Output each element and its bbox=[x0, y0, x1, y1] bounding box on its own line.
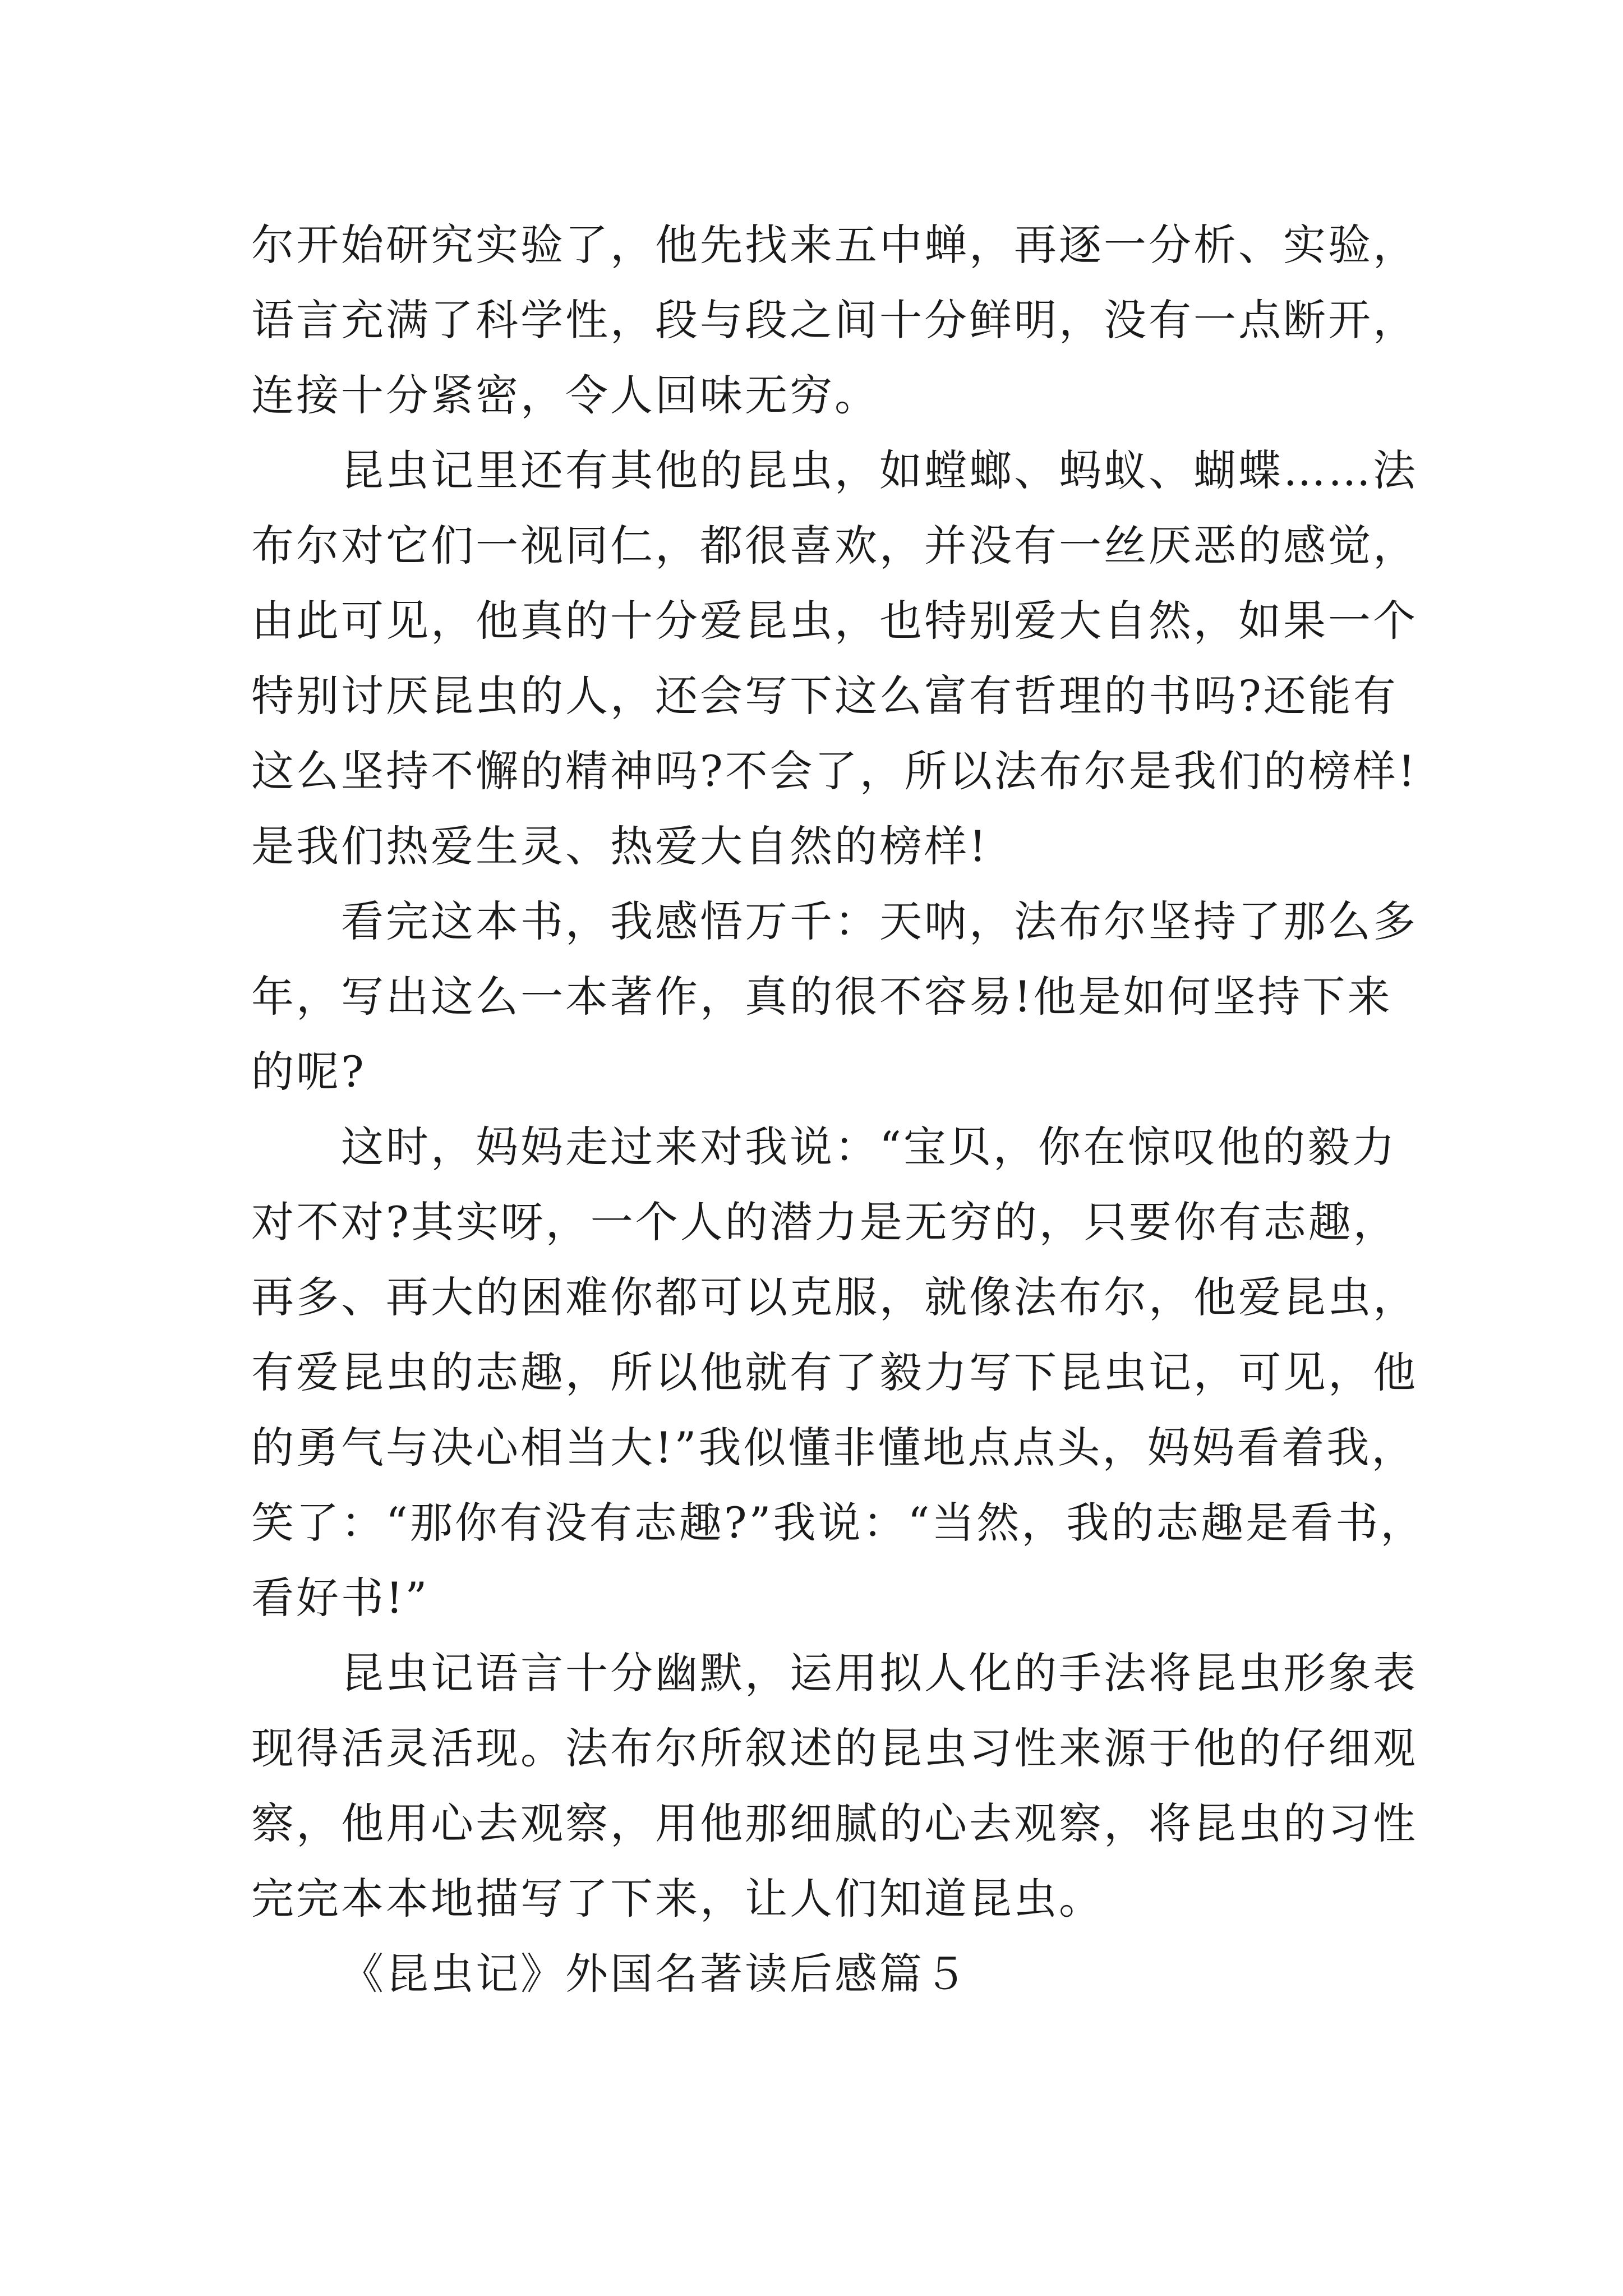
text-line: 现得活灵活现。法布尔所叙述的昆虫习性来源于他的仔细观 bbox=[251, 1723, 1418, 1773]
text-line: 看好书!” bbox=[251, 1573, 430, 1623]
text-line: 再多、再大的困难你都可以克服，就像法布尔，他爱昆虫， bbox=[251, 1272, 1418, 1322]
document-body bbox=[251, 208, 1426, 2012]
text-line: 的呢? bbox=[251, 1047, 366, 1097]
text-line: 有爱昆虫的志趣，所以他就有了毅力写下昆虫记，可见，他 bbox=[251, 1347, 1418, 1397]
text-line: 是我们热爱生灵、热爱大自然的榜样! bbox=[251, 821, 989, 871]
text-line: 由此可见，他真的十分爱昆虫，也特别爱大自然，如果一个 bbox=[251, 596, 1418, 646]
text-line: 察，他用心去观察，用他那细腻的心去观察，将昆虫的习性 bbox=[251, 1798, 1418, 1848]
paragraph-first-line: 看完这本书，我感悟万千：天呐，法布尔坚持了那么多 bbox=[341, 896, 1418, 946]
text-line: 笑了：“那你有没有志趣?”我说：“当然，我的志趣是看书， bbox=[251, 1498, 1426, 1548]
paragraph-first-line: 这时，妈妈走过来对我说：“宝贝，你在惊叹他的毅力 bbox=[341, 1122, 1397, 1172]
paragraph-first-line: 昆虫记语言十分幽默，运用拟人化的手法将昆虫形象表 bbox=[341, 1648, 1418, 1698]
text-line: 的勇气与决心相当大!”我似懂非懂地点点头，妈妈看着我， bbox=[251, 1423, 1417, 1473]
text-line: 布尔对它们一视同仁，都很喜欢，并没有一丝厌恶的感觉， bbox=[251, 521, 1418, 570]
text-line: 连接十分紧密，令人回味无穷。 bbox=[251, 370, 879, 420]
text-line: 语言充满了科学性，段与段之间十分鲜明，没有一点断开， bbox=[251, 295, 1418, 345]
text-line: 年，写出这么一本著作，真的很不容易!他是如何坚持下来 bbox=[251, 972, 1393, 1022]
text-line: 完完本本地描写了下来，让人们知道昆虫。 bbox=[251, 1874, 1104, 1924]
text-line: 特别讨厌昆虫的人，还会写下这么富有哲理的书吗?还能有 bbox=[251, 671, 1398, 721]
text-line: 尔开始研究实验了，他先找来五中蝉，再逐一分析、实验， bbox=[251, 220, 1418, 270]
text-line: 这么坚持不懈的精神吗?不会了，所以法布尔是我们的榜样! bbox=[251, 746, 1418, 796]
section-heading: 《昆虫记》外国名著读后感篇５ bbox=[341, 1949, 969, 1999]
text-line: 对不对?其实呀，一个人的潜力是无穷的，只要你有志趣， bbox=[251, 1197, 1398, 1247]
paragraph-first-line: 昆虫记里还有其他的昆虫，如螳螂、蚂蚁、蝴蝶……法 bbox=[341, 445, 1418, 495]
